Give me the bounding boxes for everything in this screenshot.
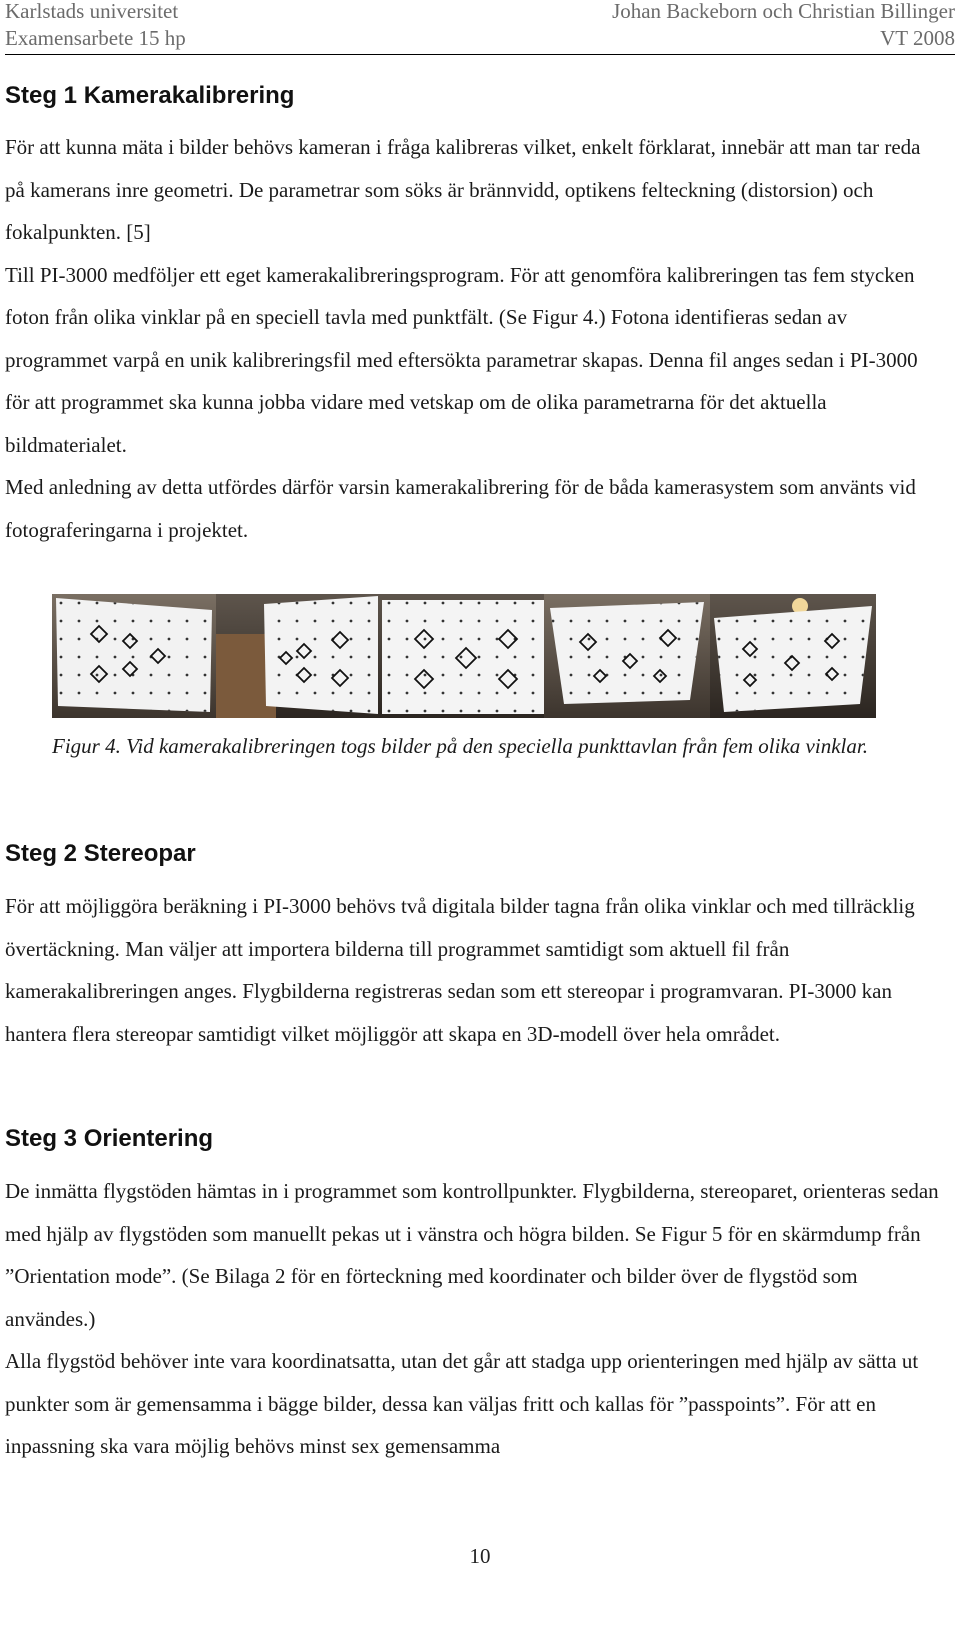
section-3-body [5,1170,940,1468]
section-heading-1: Steg 1 Kamerakalibrering [5,82,295,109]
calibration-photo-1 [52,594,216,718]
paragraph: Till PI-3000 medföljer ett eget kamerakalibreringsprogram. För att genomföra kalibreringen tas fem stycken foton från olika vinklar på en speciell tavla med punktfält. (Se Figur 4.) Fotona identifieras sedan av programmet varpå en unik kalibreringsfil med eftersökta parametrar skapas. Denna fil anges sedan i PI-3000 för att programmet ska kunna jobba vidare med vetskap om de olika parametrarna för det aktuella bildmaterialet. [5,262,918,457]
section-heading-3: Steg 3 Orientering [5,1125,214,1152]
header-university: Karlstads universitet [5,0,179,23]
header-authors: Johan Backeborn och Christian Billinger [612,0,955,23]
paragraph: För att möjliggöra beräkning i PI-3000 behövs två digitala bilder tagna från olika vinklar och med tillräcklig övertäckning. Man väljer att importera bilderna till programmet samtidigt som aktuell fil från kamerakalibreringen anges. Flygbilderna registreras sedan som ett stereopar i programvaran. PI-3000 kan hantera flera stereopar samtidigt vilket möjliggör att skapa en 3D-modell över hela området. [5,894,915,1046]
calibration-photo-strip [52,594,876,718]
header-right [612,0,955,52]
paragraph: De inmätta flygstöden hämtas in i programmet som kontrollpunkter. Flygbilderna, stereoparet, orienteras sedan med hjälp av flygstöden som manuellt pekas ut i vänstra och högra bilden. Se Figur 5 för en skärmdump från ”Orientation mode”. (Se Bilaga 2 för en förteckning med koordinater och bilder över de flygstöd som användes.) [5,1179,939,1331]
calibration-photo-3 [380,594,544,718]
page-header [5,0,955,55]
header-thesis-type: Examensarbete 15 hp [5,26,186,50]
page-number: 10 [469,1544,491,1568]
calibration-photo-4 [544,594,710,718]
header-term: VT 2008 [880,26,955,50]
section-heading-2: Steg 2 Stereopar [5,840,196,867]
section-1-body [5,126,940,551]
calibration-photo-2 [216,594,380,718]
paragraph: Alla flygstöd behöver inte vara koordinatsatta, utan det går att stadga upp orienteringen med hjälp av sätta ut punkter som är gemensamma i bägge bilder, dessa kan väljas fritt och kallas för ”passpoints”. För att en inpassning ska vara möjlig behövs minst sex gemensamma [5,1349,919,1458]
paragraph: Med anledning av detta utfördes därför varsin kamerakalibrering för de båda kamerasystem som använts vid fotograferingarna i projektet. [5,475,916,542]
header-left [5,0,186,52]
calibration-photos-figure [52,594,876,718]
calibration-photo-5 [710,594,876,718]
section-2-body [5,885,940,1055]
figure-caption: Figur 4. Vid kamerakalibreringen togs bilder på den speciella punkttavlan från fem olika vinklar. [52,734,868,758]
paragraph: För att kunna mäta i bilder behövs kameran i fråga kalibreras vilket, enkelt förklarat, innebär att man tar reda på kamerans inre geometri. De parametrar som söks är brännvidd, optikens felteckning (distorsion) och fokalpunkten. [5] [5,135,921,244]
